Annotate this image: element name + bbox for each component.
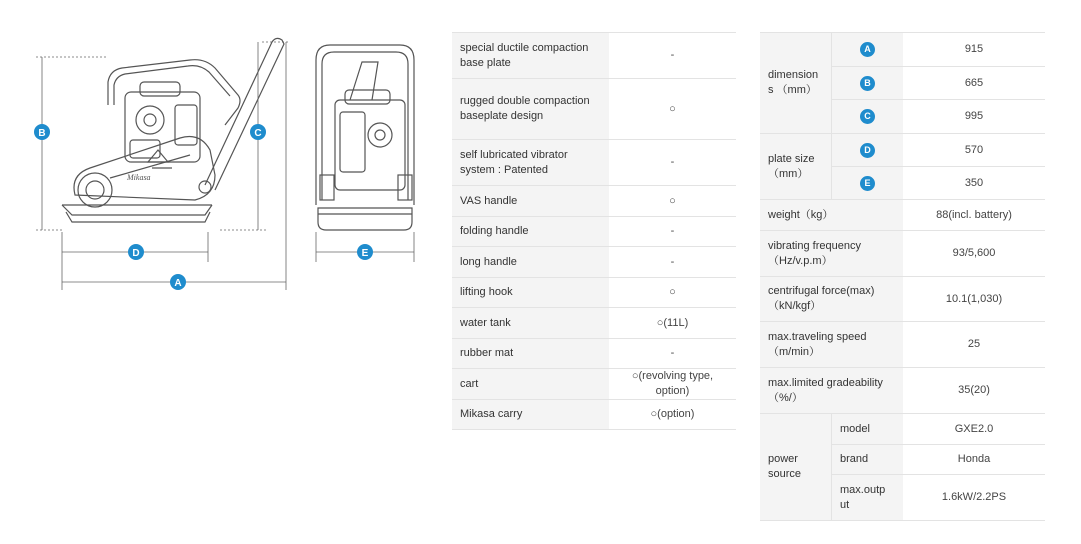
feature-label: cart bbox=[452, 369, 609, 400]
dimension-c-badge: C bbox=[860, 109, 875, 124]
table-row bbox=[452, 400, 736, 430]
feature-label: special ductile compaction base plate bbox=[452, 33, 609, 79]
feature-value: - bbox=[609, 140, 736, 186]
engine-model-value: GXE2.0 bbox=[903, 414, 1045, 445]
centrifugal-force-unit: （kN/kgf） bbox=[768, 300, 822, 312]
dimension-e-badge: E bbox=[860, 176, 875, 191]
dimension-c-value: 995 bbox=[903, 100, 1045, 134]
feature-value: ○ bbox=[609, 186, 736, 217]
table-row bbox=[452, 308, 736, 339]
table-row bbox=[452, 339, 736, 369]
dimension-a-value: 915 bbox=[903, 33, 1045, 67]
table-row bbox=[760, 200, 1045, 231]
feature-label: lifting hook bbox=[452, 278, 609, 308]
table-row bbox=[760, 33, 1045, 67]
specs-table bbox=[760, 32, 1045, 521]
plate-size-d-value: 570 bbox=[903, 134, 1045, 167]
dimension-a-badge: A bbox=[860, 42, 875, 57]
feature-label: rubber mat bbox=[452, 339, 609, 369]
feature-value: - bbox=[609, 247, 736, 278]
feature-value: ○ bbox=[609, 79, 736, 140]
feature-label: self lubricated vibrator system : Patented bbox=[452, 140, 609, 186]
vibrating-frequency-value: 93/5,600 bbox=[903, 231, 1045, 277]
engine-model-label: model bbox=[832, 414, 904, 445]
brand-plate-text: Mikasa bbox=[127, 173, 151, 182]
table-row bbox=[760, 134, 1045, 167]
table-row bbox=[452, 217, 736, 247]
feature-value: ○ bbox=[609, 278, 736, 308]
power-source-label: power source bbox=[760, 414, 832, 521]
table-row bbox=[452, 186, 736, 217]
feature-value: - bbox=[609, 217, 736, 247]
table-row bbox=[760, 277, 1045, 322]
table-row bbox=[452, 278, 736, 308]
table-row bbox=[760, 368, 1045, 414]
max-traveling-speed-unit: （m/min） bbox=[768, 345, 820, 358]
feature-label: folding handle bbox=[452, 217, 609, 247]
vibrating-frequency-unit: （Hz/v.p.m） bbox=[768, 254, 833, 267]
feature-label: VAS handle bbox=[452, 186, 609, 217]
max-gradeability-label: max.limited gradeability bbox=[768, 376, 883, 389]
dim-label-a: A bbox=[174, 278, 182, 289]
dimension-b-badge: B bbox=[860, 76, 875, 91]
centrifugal-force-value: 10.1(1,030) bbox=[903, 277, 1045, 322]
table-row bbox=[452, 369, 736, 400]
feature-label: long handle bbox=[452, 247, 609, 278]
machine-dimension-drawing bbox=[0, 0, 440, 544]
max-gradeability-unit: （%/） bbox=[768, 391, 803, 404]
table-row bbox=[760, 231, 1045, 277]
features-table bbox=[452, 32, 736, 430]
feature-label: Mikasa carry bbox=[452, 400, 609, 430]
table-row bbox=[452, 140, 736, 186]
weight-label: weight（kg） bbox=[760, 200, 903, 231]
feature-label: water tank bbox=[452, 308, 609, 339]
weight-value: 88(incl. battery) bbox=[903, 200, 1045, 231]
engine-max-output-value: 1.6kW/2.2PS bbox=[903, 475, 1045, 521]
plate-size-label: plate size （mm） bbox=[760, 134, 832, 200]
feature-value: ○(option) bbox=[609, 400, 736, 430]
centrifugal-force-label: centrifugal force(max) bbox=[768, 285, 875, 297]
engine-max-output-label: max.outp ut bbox=[832, 475, 904, 521]
table-row bbox=[452, 33, 736, 79]
dim-label-b: B bbox=[38, 128, 46, 139]
feature-label: rugged double compaction baseplate design bbox=[452, 79, 609, 140]
max-traveling-speed-value: 25 bbox=[903, 322, 1045, 368]
table-row bbox=[760, 414, 1045, 445]
dim-label-c: C bbox=[254, 128, 262, 139]
feature-value: ○(11L) bbox=[609, 308, 736, 339]
feature-value: - bbox=[609, 33, 736, 79]
vibrating-frequency-label: vibrating frequency bbox=[768, 239, 861, 252]
dimension-d-badge: D bbox=[860, 143, 875, 158]
table-row bbox=[452, 247, 736, 278]
feature-value: - bbox=[609, 339, 736, 369]
dim-label-e: E bbox=[361, 248, 369, 259]
table-row bbox=[452, 79, 736, 140]
max-gradeability-value: 35(20) bbox=[903, 368, 1045, 414]
feature-value: ○(revolving type, option) bbox=[609, 369, 736, 400]
dimensions-label: dimension s （mm） bbox=[760, 33, 832, 134]
plate-size-e-value: 350 bbox=[903, 167, 1045, 200]
engine-brand-value: Honda bbox=[903, 445, 1045, 475]
table-row bbox=[760, 322, 1045, 368]
dim-label-d: D bbox=[132, 248, 140, 259]
engine-brand-label: brand bbox=[832, 445, 904, 475]
dimension-b-value: 665 bbox=[903, 67, 1045, 100]
max-traveling-speed-label: max.traveling speed bbox=[768, 330, 867, 343]
